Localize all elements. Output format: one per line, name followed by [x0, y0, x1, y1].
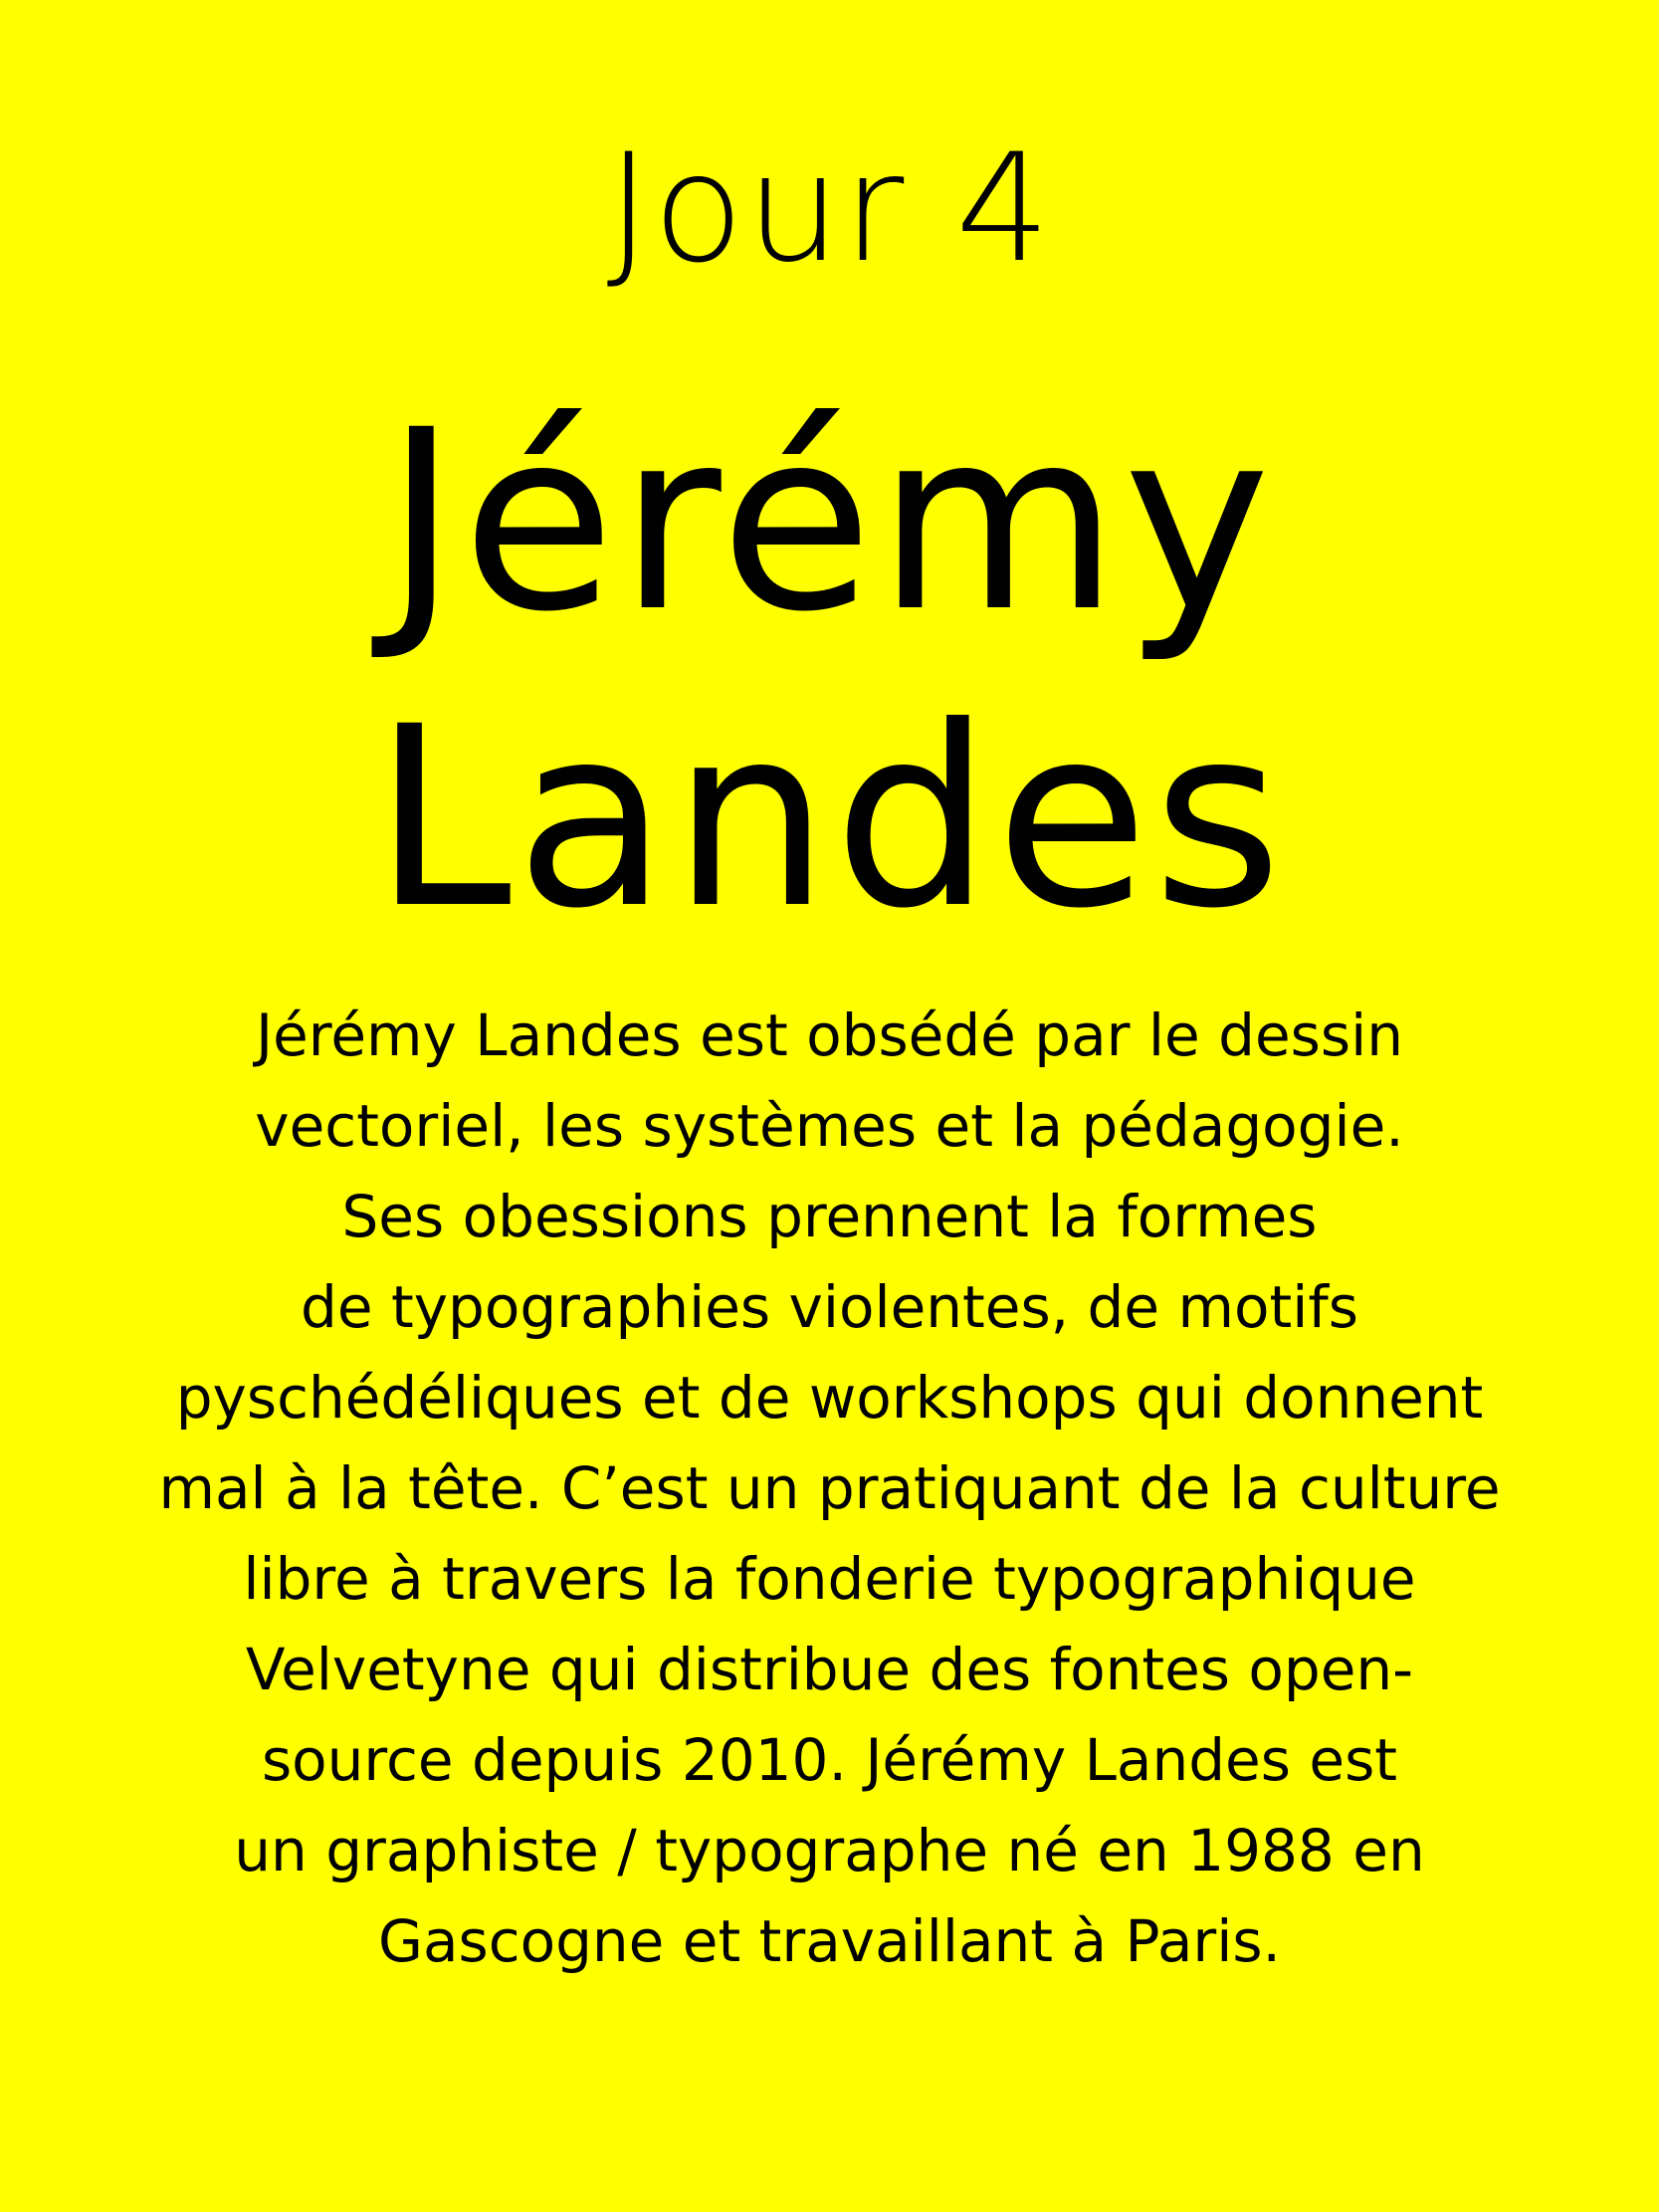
bio-line: de typographies violentes, de motifs	[301, 1273, 1358, 1341]
bio-line: libre à travers la fonderie typographique	[243, 1545, 1416, 1613]
bio-line: pyschédéliques et de workshops qui donnent	[175, 1364, 1484, 1432]
day-heading: Jour 4	[606, 122, 1053, 296]
bio-line: un graphiste / typographe né en 1988 en	[234, 1817, 1425, 1884]
speaker-first-name: Jérémy	[384, 376, 1275, 666]
bio-line: Velvetyne qui distribue des fontes open-	[245, 1636, 1414, 1703]
bio-line: vectoriel, les systèmes et la pédagogie.	[255, 1092, 1404, 1160]
bio-line: Jérémy Landes est obsédé par le dessin	[256, 1001, 1403, 1069]
speaker-last-name: Landes	[372, 673, 1287, 963]
speaker-bio	[0, 991, 1659, 1987]
bio-line: source depuis 2010. Jérémy Landes est	[261, 1726, 1398, 1794]
bio-line: Ses obessions prennent la formes	[341, 1183, 1318, 1250]
bio-line: Gascogne et travaillant à Paris.	[378, 1907, 1281, 1975]
speaker-name	[0, 373, 1659, 967]
bio-line: mal à la tête. C’est un pratiquant de la culture	[158, 1454, 1501, 1522]
